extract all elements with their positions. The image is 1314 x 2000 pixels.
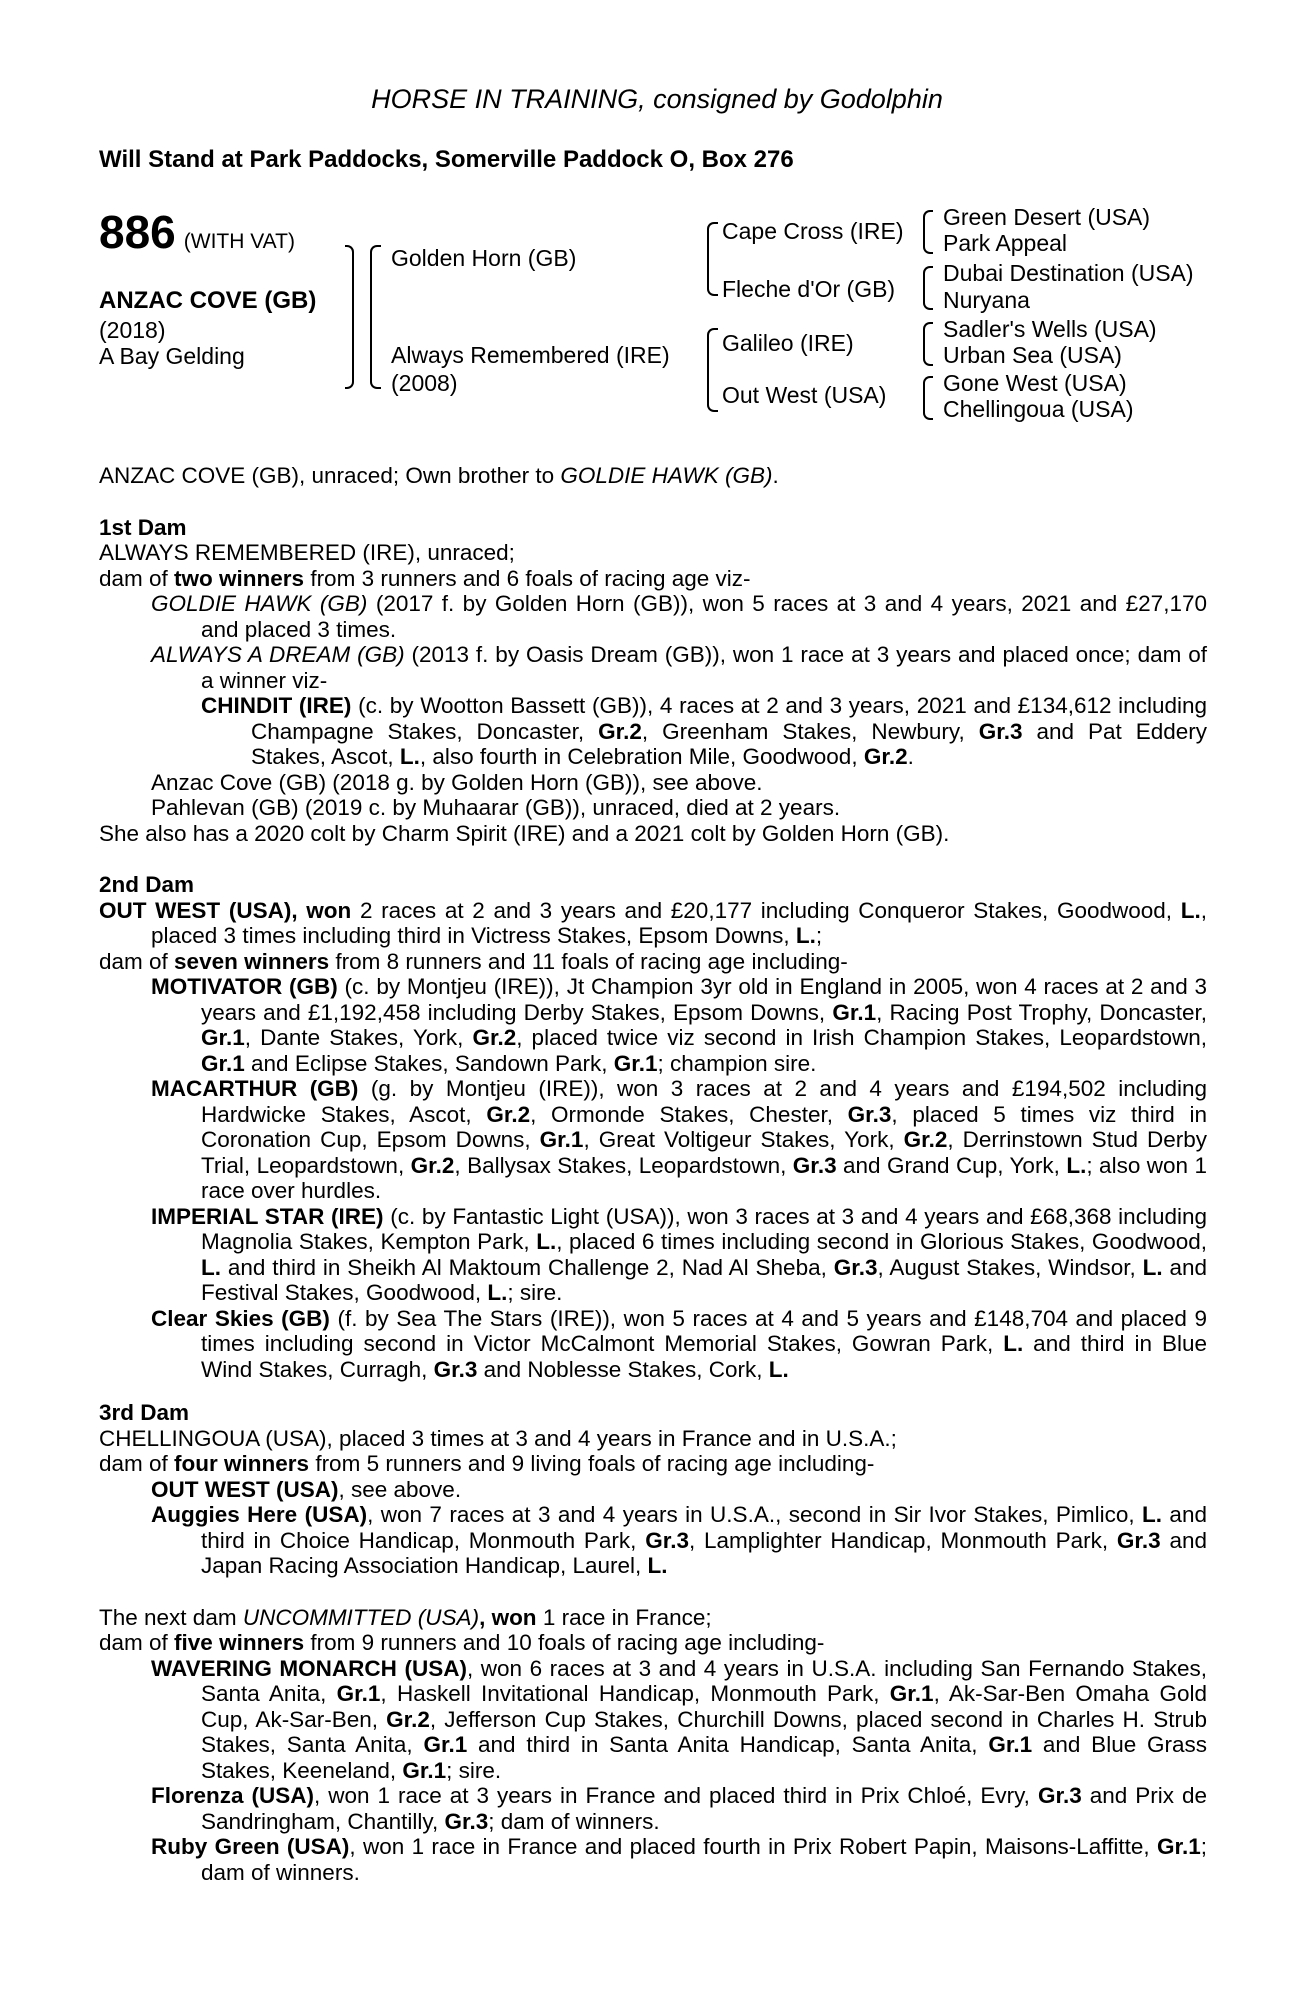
produce-entry: Pahlevan (GB) (2019 c. by Muhaarar (GB)), unraced, died at 2 years. [151, 795, 841, 820]
pedigree-brace-sd [923, 266, 933, 310]
pedigree-sd-dam: Nuryana [943, 287, 1030, 313]
pedigree-brace-sire [707, 222, 718, 296]
produce-entry: MOTIVATOR (GB) (c. by Montjeu (IRE)), Jt Champion 3yr old in England in 2005, won 4 races at 2 and 3 years and £1,192,458 including Derby Stakes, Epsom Downs, Gr.1, Racing Post Trophy, Doncaster, Gr.1, Dante Stakes, York, Gr.2, placed twice viz second in Irish Champion Stakes, Leopardstown, Gr.1 and Eclipse Stakes, Sandown Park, Gr.1; champion sire. [151, 974, 1207, 1076]
first-dam-produce: dam of two winners from 3 runners and 6 foals of racing age viz- [99, 565, 751, 591]
first-dam-line: ALWAYS REMEMBERED (IRE), unraced; [99, 540, 515, 565]
intro-line: ANZAC COVE (GB), unraced; Own brother to GOLDIE HAWK (GB). [99, 463, 779, 488]
second-dam-line: OUT WEST (USA), won 2 races at 2 and 3 years and £20,177 including Conqueror Stakes, Goodwood, L., placed 3 times including third in Victress Stakes, Epsom Downs, L.; [99, 897, 1207, 948]
lot-number-value: 886 [99, 206, 176, 258]
pedigree-ss-sire: Green Desert (USA) [943, 204, 1151, 230]
pedigree-dd-dam: Chellingoua (USA) [943, 396, 1134, 422]
produce-entry: Anzac Cove (GB) (2018 g. by Golden Horn (GB)), see above. [151, 769, 763, 795]
produce-note: She also has a 2020 colt by Charm Spirit (IRE) and a 2021 colt by Golden Horn (GB). [99, 820, 950, 846]
pedigree-dam-sire: Galileo (IRE) [722, 330, 854, 356]
pedigree-ds-sire: Sadler's Wells (USA) [943, 316, 1157, 342]
pedigree-brace-dam [707, 328, 718, 412]
catalogue-header: HORSE IN TRAINING, consigned by Godolphin [371, 84, 943, 114]
pedigree-dam: Always Remembered (IRE) [391, 342, 670, 368]
produce-entry: WAVERING MONARCH (USA), won 6 races at 3 and 4 years in U.S.A. including San Fernando Stakes, Santa Anita, Gr.1, Haskell Invitational Handicap, Monmouth Park, Gr.1, Ak-Sar-Ben Omaha Gold Cup, Ak-Sar-Ben, Gr.2, Jefferson Cup Stakes, Churchill Downs, placed second in Charles H. Strub Stakes, Santa Anita, Gr.1 and third in Santa Anita Handicap, Santa Anita, Gr.1 and Blue Grass Stakes, Keeneland, Gr.1; sire. [151, 1655, 1207, 1783]
next-dam-produce: dam of five winners from 9 runners and 10 foals of racing age including- [99, 1630, 825, 1655]
pedigree-brace-ss [923, 210, 933, 254]
pedigree-brace-0 [345, 245, 354, 389]
pedigree-dd-sire: Gone West (USA) [943, 370, 1127, 396]
pedigree-dam-year: (2008) [391, 370, 458, 396]
produce-entry: Florenza (USA), won 1 race at 3 years in France and placed third in Prix Chloé, Evry, Gr.3 and Prix de Sandringham, Chantilly, Gr.3; dam of winners. [151, 1783, 1207, 1834]
produce-entry: IMPERIAL STAR (IRE) (c. by Fantastic Light (USA)), won 3 races at 3 and 4 years and £68,368 including Magnolia Stakes, Kempton Park, L., placed 6 times including second in Glorious Stakes, Goodwood, L. and third in Sheikh Al Maktoum Challenge 2, Nad Al Sheba, Gr.3, August Stakes, Windsor, L. and Festival Stakes, Goodwood, L.; sire. [151, 1203, 1207, 1305]
produce-entry: MACARTHUR (GB) (g. by Montjeu (IRE)), won 3 races at 2 and 4 years and £194,502 including Hardwicke Stakes, Ascot, Gr.2, Ormonde Stakes, Chester, Gr.3, placed 5 times viz third in Coronation Cup, Epsom Downs, Gr.1, Great Voltigeur Stakes, York, Gr.2, Derrinstown Stud Derby Trial, Leopardstown, Gr.2, Ballysax Stakes, Leopardstown, Gr.3 and Grand Cup, York, L.; also won 1 race over hurdles. [151, 1076, 1208, 1203]
third-dam-heading: 3rd Dam [99, 1400, 190, 1425]
pedigree-sire: Golden Horn (GB) [391, 245, 577, 271]
pedigree-sire-dam: Fleche d'Or (GB) [722, 276, 896, 302]
produce-entry: Clear Skies (GB) (f. by Sea The Stars (IRE)), won 5 races at 4 and 5 years and £148,704 and placed 9 times including second in Victor McCalmont Memorial Stakes, Gowran Park, L. and third in Blue Wind Stakes, Curragh, Gr.3 and Noblesse Stakes, Cork, L. [151, 1305, 1207, 1382]
stand-location: Will Stand at Park Paddocks, Somerville Paddock O, Box 276 [99, 146, 794, 173]
pedigree-brace-1 [370, 245, 381, 389]
pedigree-notes [99, 463, 1207, 1885]
third-dam-line: CHELLINGOUA (USA), placed 3 times at 3 and 4 years in France and in U.S.A.; [99, 1425, 897, 1451]
horse-name: ANZAC COVE (GB) [99, 287, 317, 314]
pedigree-brace-dd [923, 376, 933, 420]
pedigree-sd-sire: Dubai Destination (USA) [943, 260, 1194, 286]
produce-entry: Auggies Here (USA), won 7 races at 3 and 4 years in U.S.A., second in Sir Ivor Stakes, Pimlico, L. and third in Choice Handicap, Monmouth Park, Gr.3, Lamplighter Handicap, Monmouth Park, Gr.3 and Japan Racing Association Handicap, Laurel, L. [151, 1502, 1208, 1578]
produce-entry: GOLDIE HAWK (GB) (2017 f. by Golden Horn (GB)), won 5 races at 3 and 4 years, 2021 and £27,170 and placed 3 times. [151, 591, 1207, 642]
pedigree-sire-sire: Cape Cross (IRE) [722, 218, 904, 244]
first-dam-heading: 1st Dam [99, 514, 187, 540]
pedigree-brace-ds [923, 322, 933, 366]
next-dam-line: The next dam UNCOMMITTED (USA), won 1 race in France; [99, 1604, 712, 1630]
lot-number [99, 207, 295, 267]
third-dam-produce: dam of four winners from 5 runners and 9 living foals of racing age including- [99, 1451, 875, 1476]
horse-description: A Bay Gelding [99, 343, 245, 369]
pedigree-ds-dam: Urban Sea (USA) [943, 342, 1122, 368]
second-dam-produce: dam of seven winners from 8 runners and 11 foals of racing age including- [99, 948, 848, 974]
pedigree-dam-dam: Out West (USA) [722, 382, 887, 408]
produce-entry: Ruby Green (USA), won 1 race in France and placed fourth in Prix Robert Papin, Maisons-Laffitte, Gr.1; dam of winners. [151, 1834, 1207, 1885]
second-dam-heading: 2nd Dam [99, 872, 195, 897]
pedigree-ss-dam: Park Appeal [943, 230, 1068, 256]
horse-year: (2018) [99, 317, 166, 343]
produce-entry: CHINDIT (IRE) (c. by Wootton Bassett (GB)), 4 races at 2 and 3 years, 2021 and £134,612 including Champagne Stakes, Doncaster, Gr.2, Greenham Stakes, Newbury, Gr.3 and Pat Eddery Stakes, Ascot, L., also fourth in Celebration Mile, Goodwood, Gr.2. [201, 693, 1207, 769]
vat-note: (WITH VAT) [183, 230, 295, 253]
produce-entry: ALWAYS A DREAM (GB) (2013 f. by Oasis Dream (GB)), won 1 race at 3 years and placed once; dam of a winner viz- [151, 642, 1207, 693]
produce-entry: OUT WEST (USA), see above. [151, 1476, 462, 1502]
